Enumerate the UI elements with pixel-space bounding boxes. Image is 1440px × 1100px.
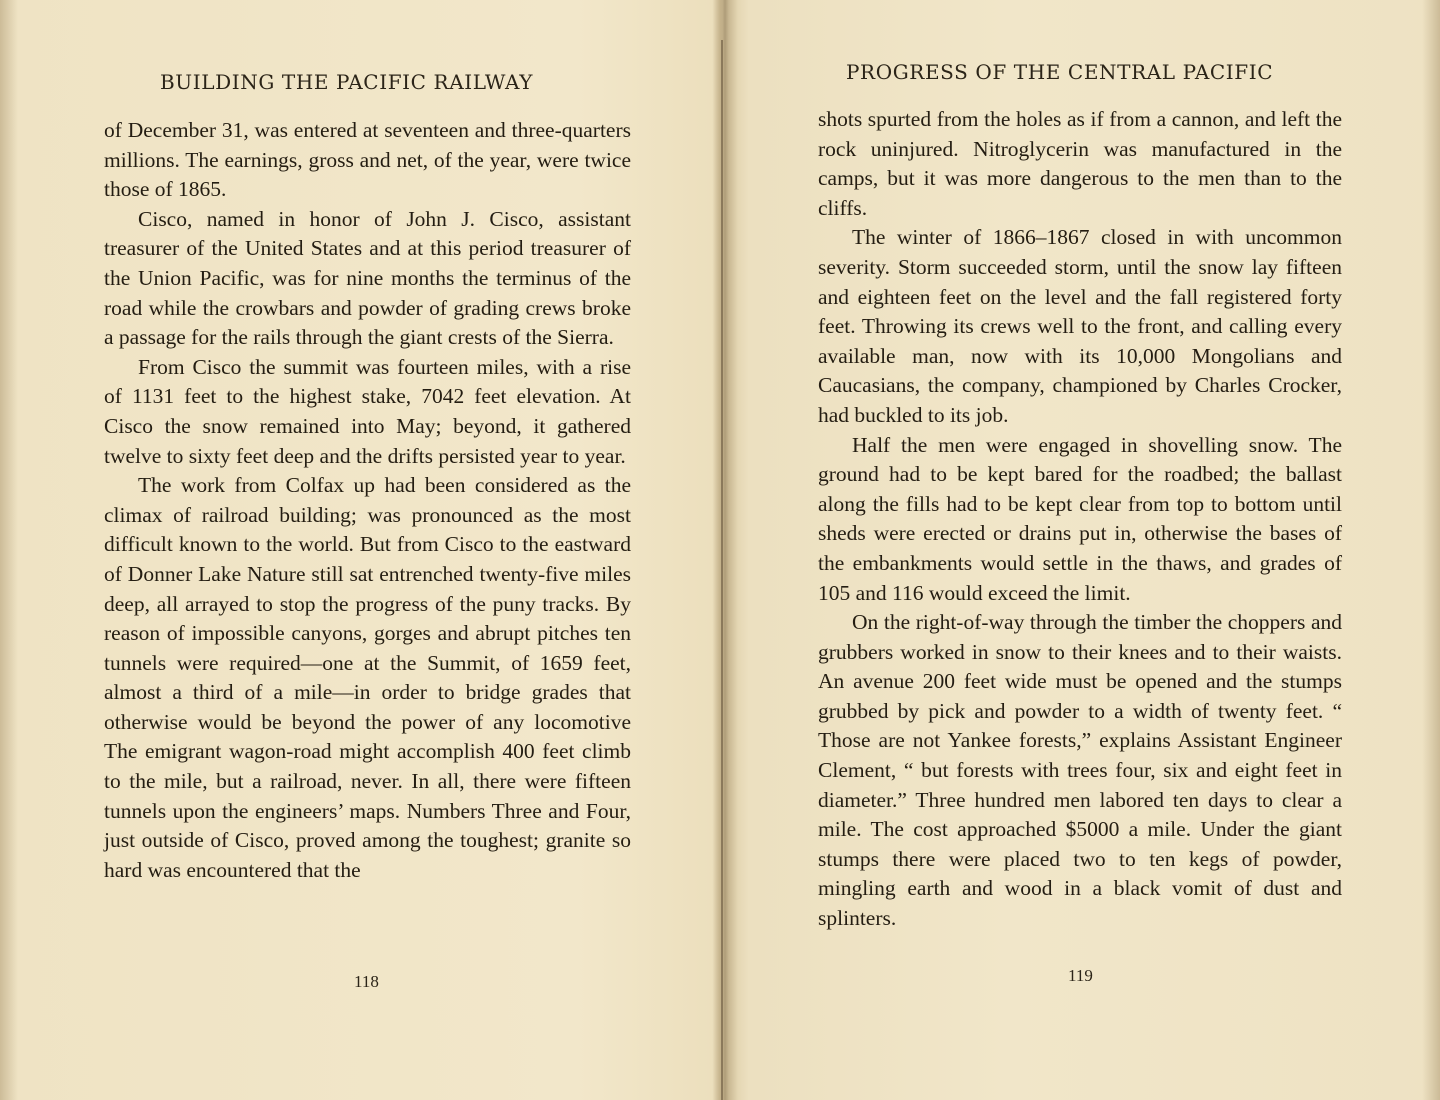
right-paragraph-1: shots spurted from the holes as if from a cannon, and left the rock uninjured. Nitroglycerin was manufactured in the camps, but it was more dangerous to the men than to the cliffs. xyxy=(818,107,1342,220)
left-paragraph-4: The work from Colfax up had been considered as the climax of railroad building; was pronounced as the most difficult known to the world. But from Cisco to the eastward of Donner Lake Nature still sat entrenched twenty-five miles deep, all arrayed to stop the progress of the puny tracks. By reason of impossible canyons, gorges and abrupt pitches ten tunnels were required—one at the Summit, of 1659 feet, almost a third of a mile—in order to bridge grades that otherwise would be beyond the power of any locomotive The emigrant wagon-road might accomplish 400 feet climb to the mile, but a railroad, never. In all, there were fifteen tunnels upon the engineers’ maps. Numbers Three and Four, just outside of Cisco, proved among the toughest; granite so hard was encountered that the xyxy=(104,473,631,882)
right-page xyxy=(722,0,1440,1100)
left-paragraph-3: From Cisco the summit was fourteen miles, with a rise of 1131 feet to the highest stake, 7042 feet elevation. At Cisco the snow remained into May; beyond, it gathered twelve to sixty feet deep and the drifts persisted year to year. xyxy=(104,354,631,468)
left-text-block xyxy=(104,116,631,885)
right-running-head: PROGRESS OF THE CENTRAL PACIFIC xyxy=(846,60,1274,84)
right-paragraph-4: On the right-of-way through the timber the choppers and grubbers worked in snow to their knees and to their waists. An avenue 200 feet wide must be opened and the stumps grubbed by pick and powder to a width of twenty feet. “ Those are not Yankee forests,” explains Assistant Engineer Clement, “ but forests with trees four, six and eight feet in diameter.” Three hundred men labored ten days to clear a mile. The cost approached $5000 a mile. Under the giant stumps there were placed two to ten kegs of powder, mingling earth and wood in a black vomit of dust and splinters. xyxy=(818,610,1342,931)
left-paragraph-1: of December 31, was entered at seventeen and three-quarters millions. The earnings, gross and net, of the year, were twice those of 1865. xyxy=(104,118,631,202)
left-running-head: BUILDING THE PACIFIC RAILWAY xyxy=(160,70,534,94)
right-paragraph-3: Half the men were engaged in shovelling snow. The ground had to be kept bared for the roadbed; the ballast along the fills had to be kept clear from top to bottom until sheds were erected or drains put in, otherwise the bases of the embankments would settle in the thaws, and grades of 105 and 116 would exceed the limit. xyxy=(818,432,1342,605)
right-text-block xyxy=(818,105,1342,934)
right-paragraph-2: The winter of 1866–1867 closed in with uncommon severity. Storm succeeded storm, until the snow lay fifteen and eighteen feet on the level and the fall registered forty feet. Throwing its crews well to the front, and calling every available man, now with its 10,000 Mongolians and Caucasians, the company, championed by Charles Crocker, had buckled to its job. xyxy=(818,225,1342,427)
right-page-number: 119 xyxy=(1068,966,1093,985)
left-page-number: 118 xyxy=(354,972,379,991)
left-paragraph-2: Cisco, named in honor of John J. Cisco, assistant treasurer of the United States and at this period treasurer of the Union Pacific, was for nine months the terminus of the road while the crowbars and powder of grading crews broke a passage for the rails through the giant crests of the Sierra. xyxy=(104,206,631,350)
